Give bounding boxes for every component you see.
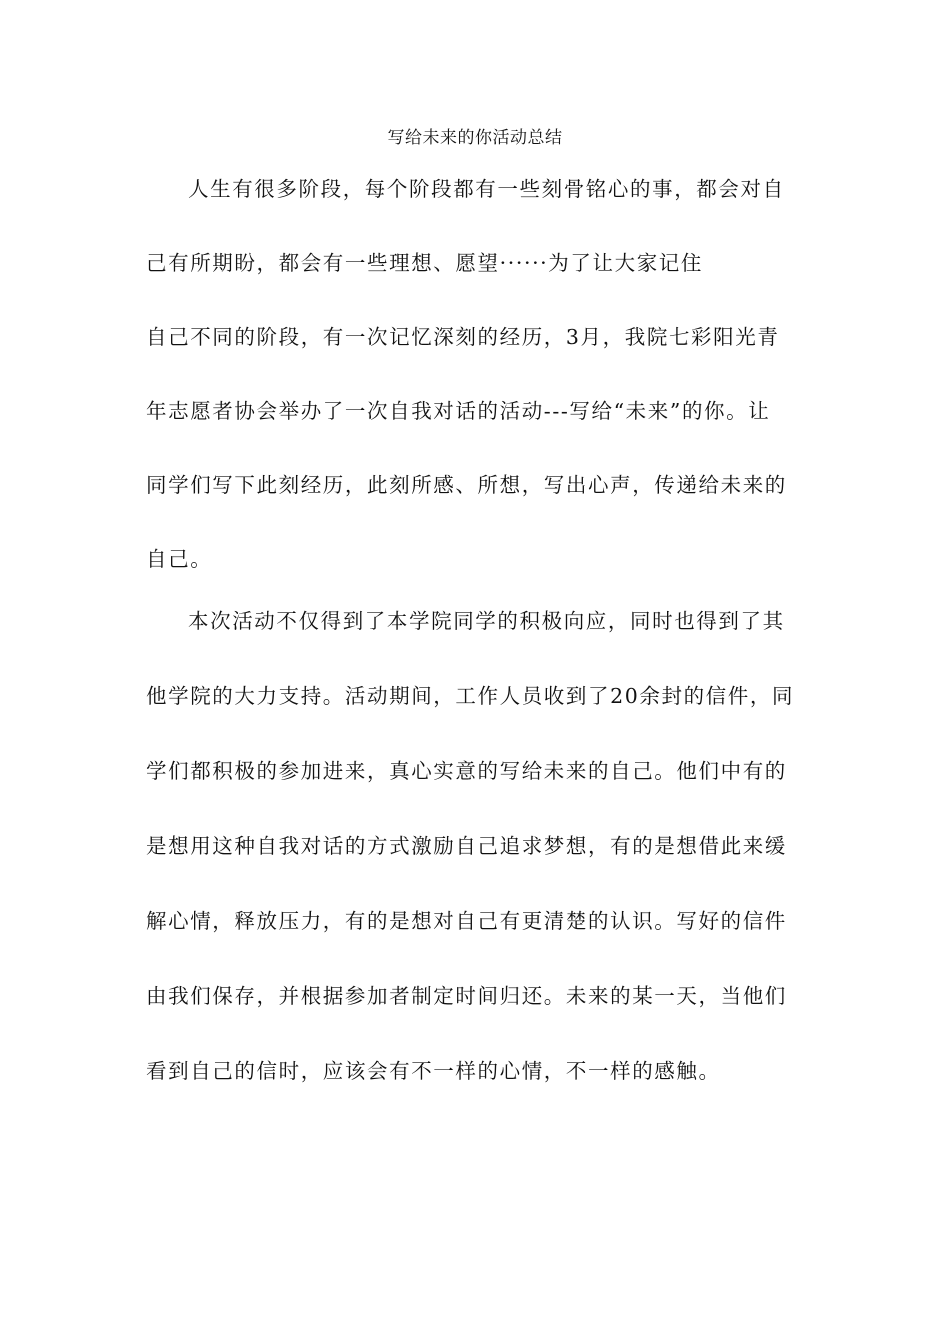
paragraph-2-line-5: 解心情，释放压力，有的是想对自己有更清楚的认识。写好的信件	[146, 909, 787, 933]
paragraph-1-line-1: 人生有很多阶段，每个阶段都有一些刻骨铭心的事，都会对自	[188, 177, 785, 201]
paragraph-1-line-2: 己有所期盼，都会有一些理想、愿望······为了让大家记住	[146, 251, 703, 275]
paragraph-1-line-5: 同学们写下此刻经历，此刻所感、所想，写出心声，传递给未来的	[146, 473, 787, 497]
paragraph-2-line-2: 他学院的大力支持。活动期间，工作人员收到了20余封的信件，同	[146, 684, 795, 708]
paragraph-1-line-6: 自己。	[146, 547, 213, 571]
paragraph-2-line-6: 由我们保存，并根据参加者制定时间归还。未来的某一天，当他们	[146, 984, 787, 1008]
paragraph-1-line-4: 年志愿者协会举办了一次自我对话的活动---写给“未来”的你。让	[146, 399, 771, 423]
paragraph-2-line-4: 是想用这种自我对话的方式激励自己追求梦想，有的是想借此来缓	[146, 834, 787, 858]
paragraph-1-line-3: 自己不同的阶段，有一次记忆深刻的经历，3月，我院七彩阳光青	[146, 325, 780, 349]
paragraph-2-line-7: 看到自己的信时，应该会有不一样的心情，不一样的感触。	[146, 1059, 721, 1083]
paragraph-2-line-1: 本次活动不仅得到了本学院同学的积极向应，同时也得到了其	[188, 609, 785, 633]
document-title: 写给未来的你活动总结	[387, 128, 563, 148]
paragraph-2-line-3: 学们都积极的参加进来，真心实意的写给未来的自己。他们中有的	[146, 759, 787, 783]
